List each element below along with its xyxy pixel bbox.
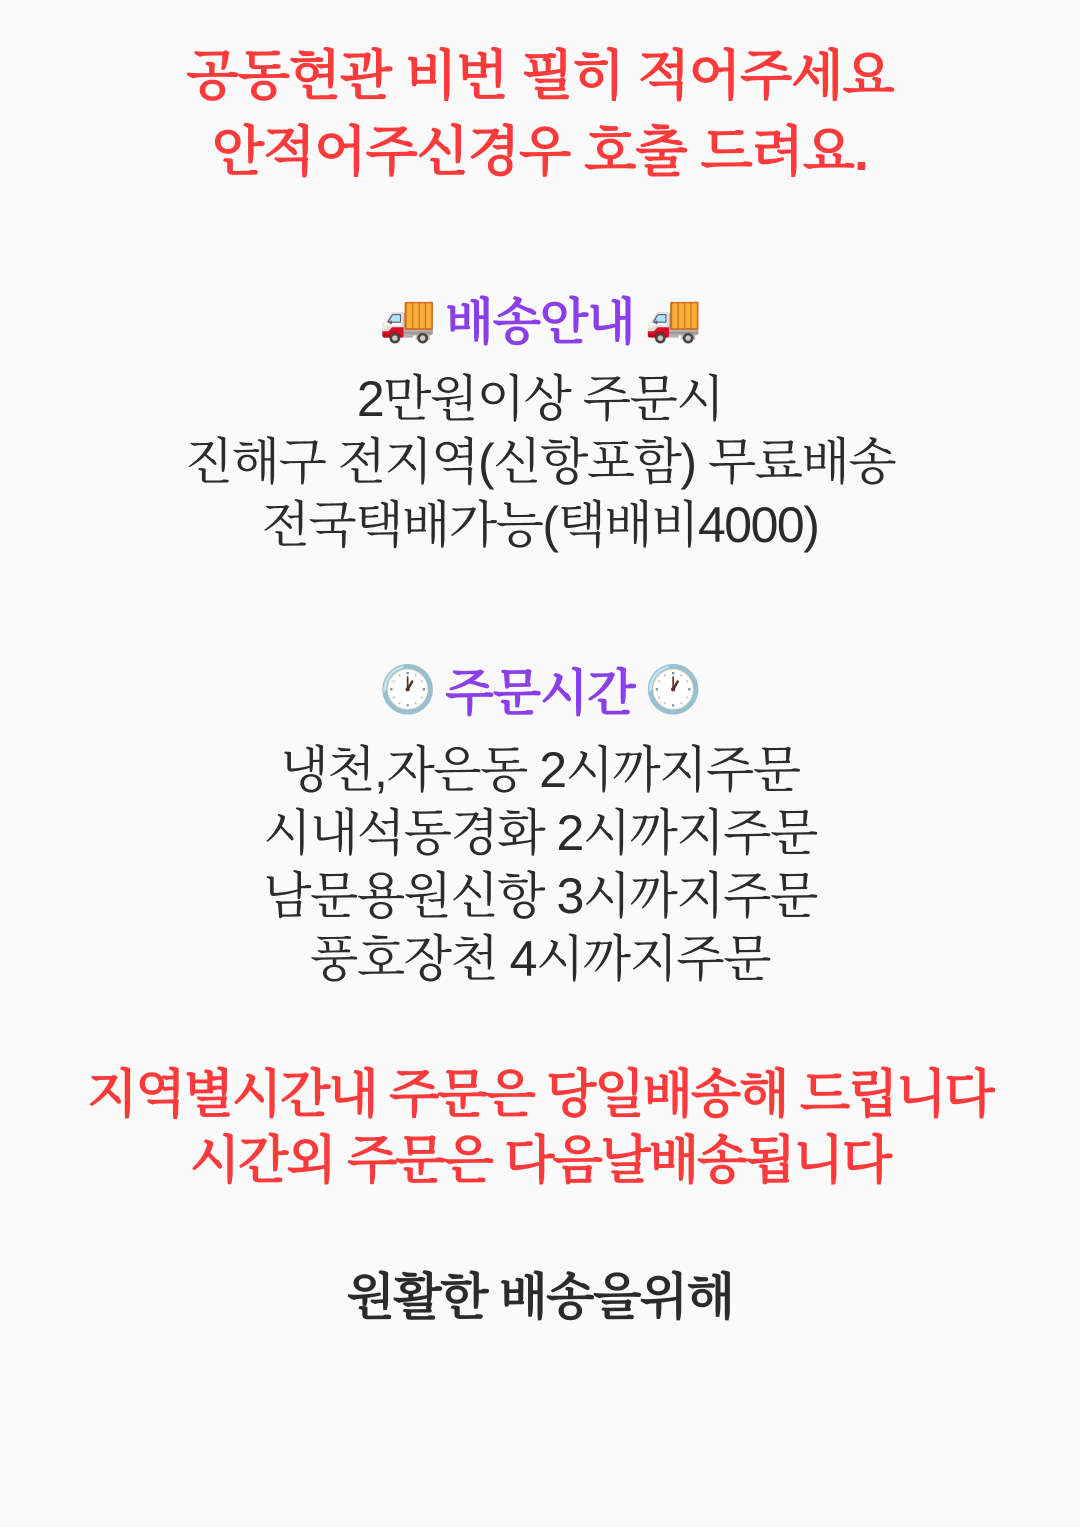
delivery-line-free-area: 진해구 전지역(신항포함) 무료배송	[184, 434, 896, 491]
order-time-heading	[379, 653, 701, 725]
order-time-row: 시내석동경화 2시까지주문	[263, 805, 817, 862]
truck-icon: 🚚	[379, 292, 436, 345]
entrance-code-notice-line-2: 안적어주신경우 호출 드려요.	[212, 122, 868, 183]
same-day-delivery-line: 지역별시간내 주문은 당일배송해 드립니다	[87, 1066, 993, 1125]
delivery-info-heading-label: 배송안내	[445, 294, 635, 351]
truck-icon: 🚚	[644, 292, 701, 345]
delivery-info-heading	[379, 282, 701, 354]
order-time-row: 풍호장천 4시까지주문	[310, 931, 770, 988]
clock-icon: 🕐	[644, 663, 701, 716]
next-day-delivery-line: 시간외 주문은 다음날배송됩니다	[189, 1131, 891, 1190]
order-time-heading-label: 주문시간	[445, 665, 635, 722]
footer-line: 원활한 배송을위해	[346, 1269, 734, 1326]
order-time-row: 남문용원신항 3시까지주문	[263, 868, 817, 925]
order-time-row: 냉천,자은동 2시까지주문	[280, 742, 800, 799]
delivery-line-min-order: 2만원이상 주문시	[356, 371, 724, 428]
clock-icon: 🕐	[379, 663, 436, 716]
entrance-code-notice-line-1: 공동현관 비번 필히 적어주세요	[186, 46, 894, 106]
delivery-line-nationwide: 전국택배가능(택배비4000)	[261, 497, 819, 554]
